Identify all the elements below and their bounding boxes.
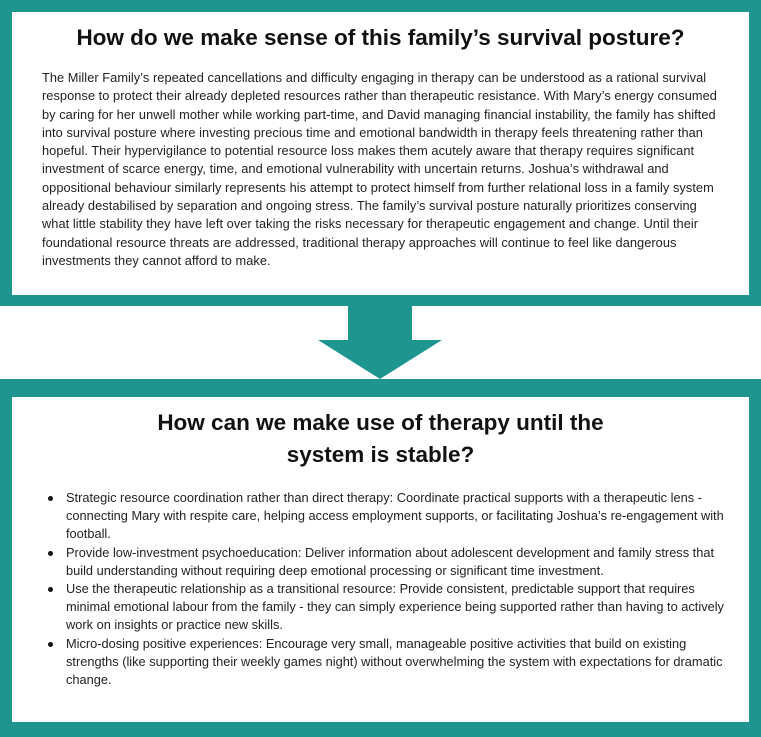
bullet-icon [48, 496, 53, 501]
bullet-icon [48, 642, 53, 647]
sense-making-card [12, 12, 749, 295]
list-item [48, 544, 731, 580]
top-panel [0, 0, 761, 306]
therapy-use-heading [12, 397, 749, 471]
list-item-text: Provide low-investment psychoeducation: Deliver information about adolescent development and family stress that build understanding without requiring deep emotional processing or significant time investment. [66, 544, 715, 578]
therapy-use-heading-line1: How can we make use of therapy until the [157, 410, 604, 435]
list-item-text: Strategic resource coordination rather than direct therapy: Coordinate practical supports with a therapeutic lens - connecting Mary with respite care, helping access employment supports, or facilitating Joshua’s re-engagement with football. [66, 490, 724, 542]
list-item [48, 635, 731, 690]
survival-posture-heading: How do we make sense of this family’s survival posture? [76, 25, 685, 50]
therapy-use-heading-line2: system is stable? [286, 442, 475, 467]
list-item-text: Use the therapeutic relationship as a transitional resource: Provide consistent, predictable support that requires minimal emotional labour from the family - they can simply experience being supported rather than having to actively work on insights or practice new skills. [66, 581, 724, 633]
list-item [48, 489, 731, 544]
bottom-panel [0, 379, 761, 737]
survival-posture-paragraph: The Miller Family’s repeated cancellations and difficulty engaging in therapy can be understood as a rational survival response to protect their already depleted resources rather than therapeutic resistance. With Mary’s energy consumed by caring for her unwell mother while working part-time, and David managing financial instability, the family has shifted into survival posture where investing precious time and emotional bandwidth in therapy feels threatening rather than hopeful. Their hypervigilance to potential resource loss makes them acutely aware that therapy requires significant investment of scarce energy, time, and emotional vulnerability with uncertain returns. Joshua’s withdrawal and oppositional behaviour similarly represents his attempt to protect himself from further relational loss in a family system already destabilised by separation and ongoing stress. The family’s survival posture naturally prioritizes conserving what little stability they have left over taking the risks necessary for therapeutic engagement and change. Until their foundational resource threats are addressed, traditional therapy approaches will continue to feel like dangerous investments they cannot afford to make. [42, 70, 717, 268]
bullet-icon [48, 587, 53, 592]
down-arrow-icon [318, 306, 442, 379]
bullet-icon [48, 551, 53, 556]
therapy-use-card [12, 397, 749, 722]
strategy-list [48, 489, 731, 689]
list-item [48, 580, 731, 635]
list-item-text: Micro-dosing positive experiences: Encourage very small, manageable positive activities that build on existing strengths (like supporting their weekly games night) without overwhelming the system with expectations for dramatic change. [66, 635, 723, 688]
